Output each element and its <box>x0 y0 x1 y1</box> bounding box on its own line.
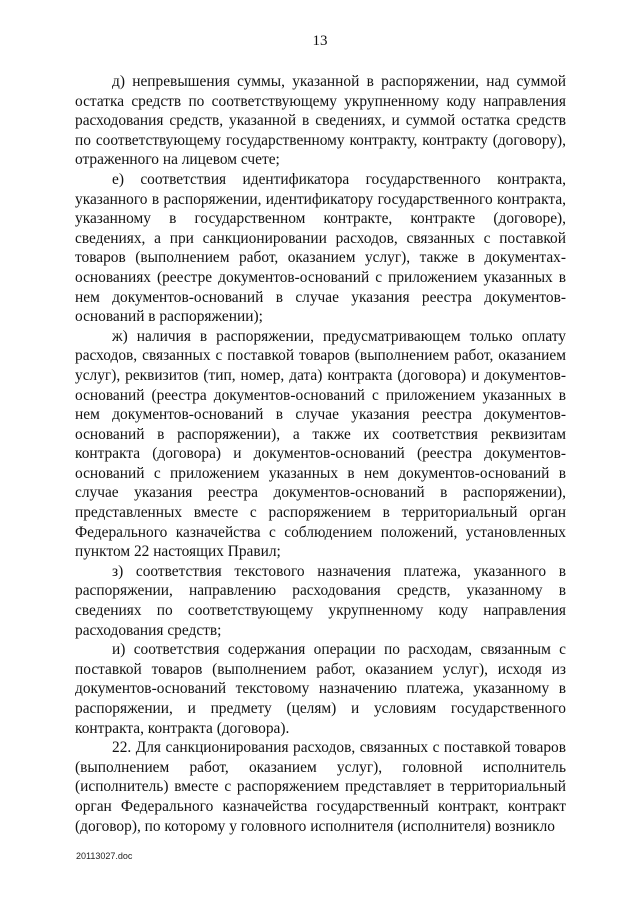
page-number: 13 <box>312 33 328 49</box>
paragraph-i: и) соответствия содержания операции по расходам, связанным с поставкой товаров (выполнением работ, оказанием услуг), исходя из документов-оснований текстовому назначению платежа, указанному в распоряжении, и предмету (целям) и условиям государственного контракта, контракта (договора). <box>75 641 566 737</box>
paragraph-22: 22. Для санкционирования расходов, связанных с поставкой товаров (выполнением работ, оказанием услуг), головной исполнитель (исполнитель) вместе с распоряжением представляет в территориальный орган Федерального казначейства государственный контракт, контракт (договор), по которому у головного исполнителя (исполнителя) возникло <box>75 739 566 835</box>
paragraph-z: з) соответствия текстового назначения платежа, указанного в распоряжении, направлению расходования средств, указанному в сведениях по соответствующему укрупненному коду направления расходования средств; <box>75 562 566 639</box>
paragraph-zh: ж) наличия в распоряжении, предусматривающем только оплату расходов, связанных с поставкой товаров (выполнением работ, оказанием услуг), реквизитов (тип, номер, дата) контракта (договора) и документов-оснований (реестра документов-оснований с приложением указанных в нем документов-оснований в случае указания реестра документов-оснований в распоряжении), а также их соответствия реквизитам контракта (договора) и документов-оснований (реестра документов-оснований с приложением указанных в нем документов-оснований в случае указания реестра документов-оснований в распоряжении), представленных вместе с распоряжением в территориальный орган Федерального казначейства с соблюдением положений, установленных пунктом 22 настоящих Правил; <box>75 327 566 561</box>
paragraph-e: е) соответствия идентификатора государственного контракта, указанного в распоряжении, идентификатору государственного контракта, указанному в государственном контракте, контракте (договоре), сведениях, а при санкционировании расходов, связанных с поставкой товаров (выполнением работ, оказанием услуг), также в документах-основаниях (реестре документов-оснований с приложением указанных в нем документов-оснований в случае указания реестра документов-оснований в распоряжении); <box>75 170 566 326</box>
paragraph-d: д) непревышения суммы, указанной в распоряжении, над суммой остатка средств по соответствующему укрупненному коду направления расходования средств, указанной в сведениях, и суммой остатка средств по соответствующему государственному контракту, контракту (договору), отраженного на лицевом счете; <box>75 73 566 169</box>
document-filename: 20113027.doc <box>76 851 133 861</box>
document-body <box>75 72 566 836</box>
